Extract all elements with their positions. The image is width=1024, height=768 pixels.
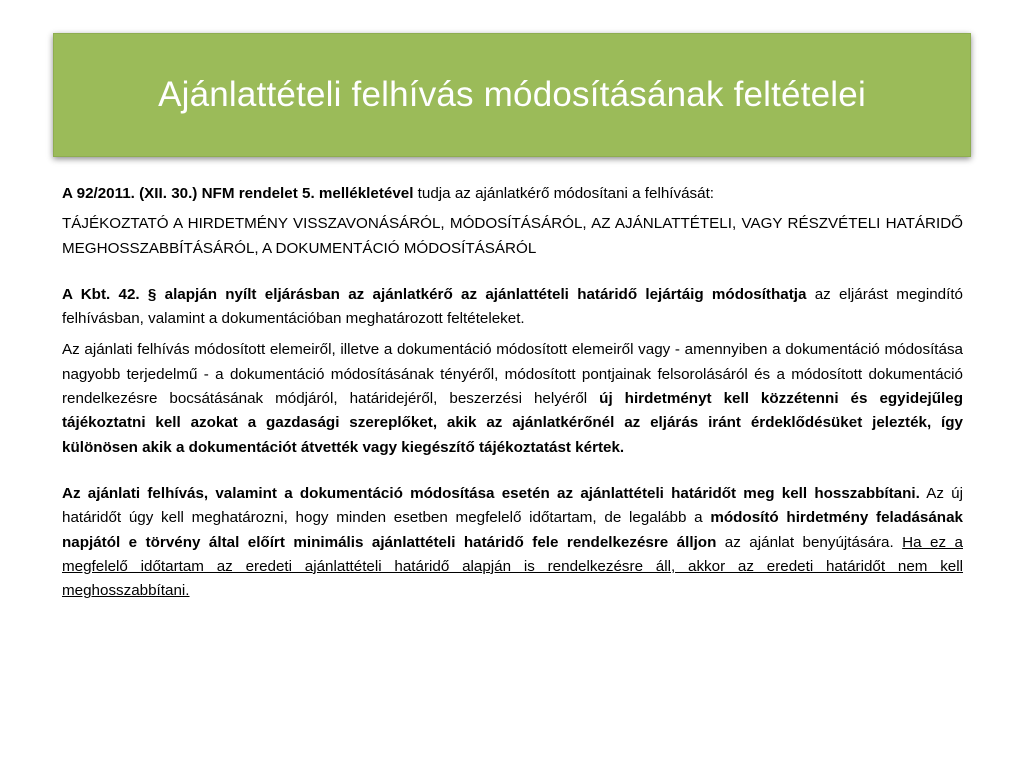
paragraph-notice-title: TÁJÉKOZTATÓ A HIRDETMÉNY VISSZAVONÁSÁRÓL, MÓDOSÍTÁSÁRÓL, AZ AJÁNLATTÉTELI, VAGY RÉSZVÉTELI HATÁRIDŐ MEGHOSSZABBÍTÁSÁRÓL, A DOKUMENTÁCIÓ MÓDOSÍTÁSÁRÓL (62, 215, 963, 257)
regulation-reference: A 92/2011. (XII. 30.) NFM rendelet 5. mellékletével (62, 185, 414, 202)
deadline-bold-2: módosító hirdetmény feladásának napjától e törvény által előírt minimális ajánlattételi határidő fele rendelkezésre álljon (62, 509, 963, 551)
deadline-underlined: Ha ez a megfelelő időtartam az eredeti ajánlattételi határidő alapján is rendelkezésre áll, akkor az eredeti határidőt nem kell meghosszabbítani. (62, 533, 963, 600)
title-banner (53, 33, 971, 157)
kbt-reference: A Kbt. 42. § alapján nyílt eljárásban az ajánlatkérő az ajánlattételi határidő lejártáig módosíthatja (62, 285, 807, 303)
modification-bold: új hirdetményt kell közzétenni és egyidejűleg tájékoztatni kell azokat a gazdasági szereplőket, akik az ajánlatkérőnél az eljárás iránt érdeklődésüket jelezték, így különösen akik a dokumentációt átvették vagy kiegészítő tájékoztatást kértek. (62, 390, 964, 456)
modification-text: Az ajánlati felhívás módosított elemeiről, illetve a dokumentáció módosított elemeiről vagy - amennyiben a dokumentáció módosítása nagyobb terjedelmű - a dokumentáció módosításának tényéről, módosított pontjainak felsorolásáról és a módosított dokumentáció rendelkezésre bocsátásának módjáról, határidejéről, beszerzési helyéről (62, 341, 963, 408)
deadline-bold-1: Az ajánlati felhívás, valamint a dokumentáció módosítása esetén az ajánlattételi határidőt meg kell hosszabbítani. (62, 484, 920, 502)
paragraph-modification (62, 338, 963, 459)
paragraph-kbt (62, 283, 963, 332)
deadline-text-2: az ajánlat benyújtására. (716, 533, 903, 551)
paragraph-regulation (62, 182, 963, 206)
slide-body (62, 182, 963, 603)
deadline-text-1: Az új határidőt úgy kell meghatározni, hogy minden esetben megfelelő időtartam, de legalább a (62, 484, 963, 527)
regulation-text: tudja az ajánlatkérő módosítani a felhívását: (413, 185, 715, 202)
paragraph-deadline (62, 482, 963, 603)
kbt-text: az eljárást megindító felhívásban, valamint a dokumentációban meghatározott feltételeket. (62, 285, 964, 328)
slide-title: Ajánlattételi felhívás módosításának feltételei (158, 75, 866, 114)
